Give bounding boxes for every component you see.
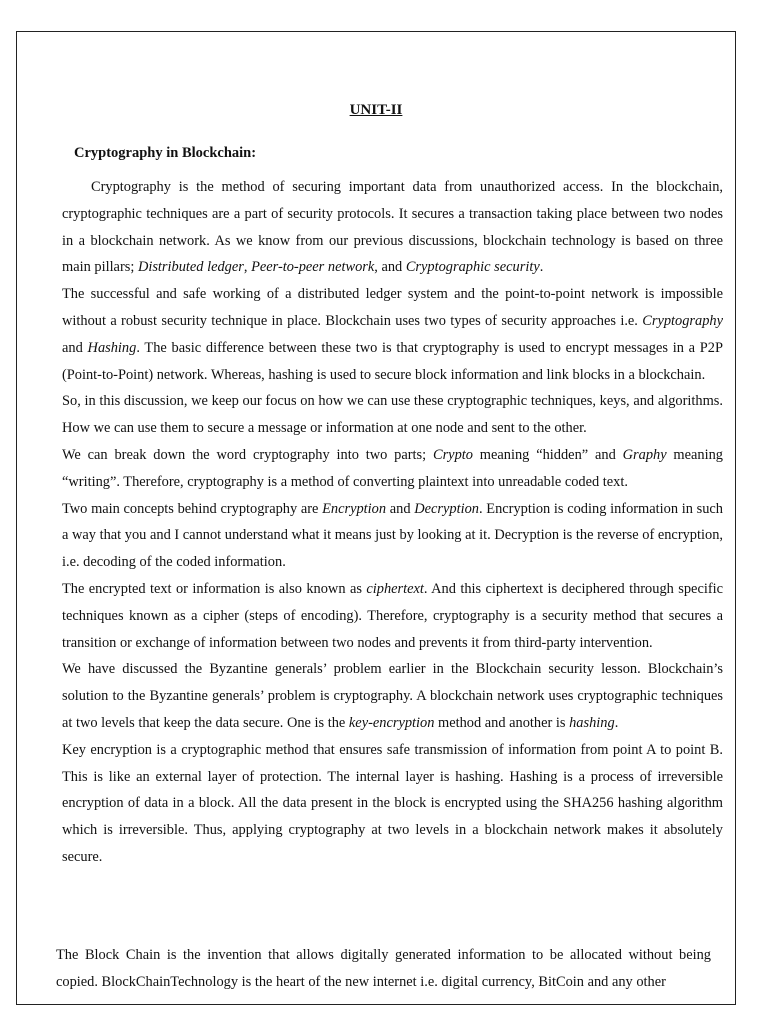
body-text (62, 174, 723, 871)
paragraph-1: Cryptography is the method of securing important data from unauthorized access. In the blockchain, cryptographic techniques are a part of security protocols. It secures a transaction taking place between two nodes in a blockchain network. As we know from our previous discussions, blockchain technology is based on three main pillars; Distributed ledger, Peer-to-peer network, and Cryptographic security. (62, 179, 723, 276)
closing-text (56, 942, 711, 996)
paragraph-5: Two main concepts behind cryptography are Encryption and Decryption. Encryption is coding information in such a way that you and I cannot understand what it means just by looking at it. Decryption is the reverse of encryption, i.e. decoding of the coded information. (62, 500, 723, 571)
paragraph-2: The successful and safe working of a distributed ledger system and the point-to-point network is impossible without a robust security technique in place. Blockchain uses two types of security approaches i.e. Cryptography and Hashing. The basic difference between these two is that cryptography is used to encrypt messages in a P2P (Point-to-Point) network. Whereas, hashing is used to secure block information and link blocks in a blockchain. (62, 286, 723, 383)
paragraph-7: We have discussed the Byzantine generals’ problem earlier in the Blockchain security lesson. Blockchain’s solution to the Byzantine generals’ problem is cryptography. A blockchain network uses cryptographic techniques at two levels that keep the data secure. One is the key-encryption method and another is hashing. (62, 661, 723, 731)
section-heading: Cryptography in Blockchain: (74, 145, 257, 161)
paragraph-4: We can break down the word cryptography into two parts; Crypto meaning “hidden” and Graphy meaning “writing”. Therefore, cryptography is a method of converting plaintext into unreadable coded text. (62, 446, 723, 490)
paragraph-9: The Block Chain is the invention that allows digitally generated information to be allocated without being copied. BlockChainTechnology is the heart of the new internet i.e. digital currency, BitCoin and any other (56, 947, 711, 990)
page-frame (16, 31, 736, 1005)
unit-title: UNIT-II (349, 102, 403, 118)
paragraph-8: Key encryption is a cryptographic method that ensures safe transmission of information from point A to point B. This is like an external layer of protection. The internal layer is hashing. Hashing is a process of irreversible encryption of data in a block. All the data present in the block is encrypted using the SHA256 hashing algorithm which is irreversible. Thus, applying cryptography at two levels in a blockchain network makes it absolutely secure. (62, 741, 723, 865)
paragraph-3: So, in this discussion, we keep our focus on how we can use these cryptographic techniques, keys, and algorithms. How we can use them to secure a message or information at one node and sent to the other. (62, 393, 723, 437)
paragraph-6: The encrypted text or information is also known as ciphertext. And this ciphertext is deciphered through specific techniques known as a cipher (steps of encoding). Therefore, cryptography is a security method that secures a transition or exchange of information between two nodes and prevents it from third-party intervention. (62, 580, 724, 651)
